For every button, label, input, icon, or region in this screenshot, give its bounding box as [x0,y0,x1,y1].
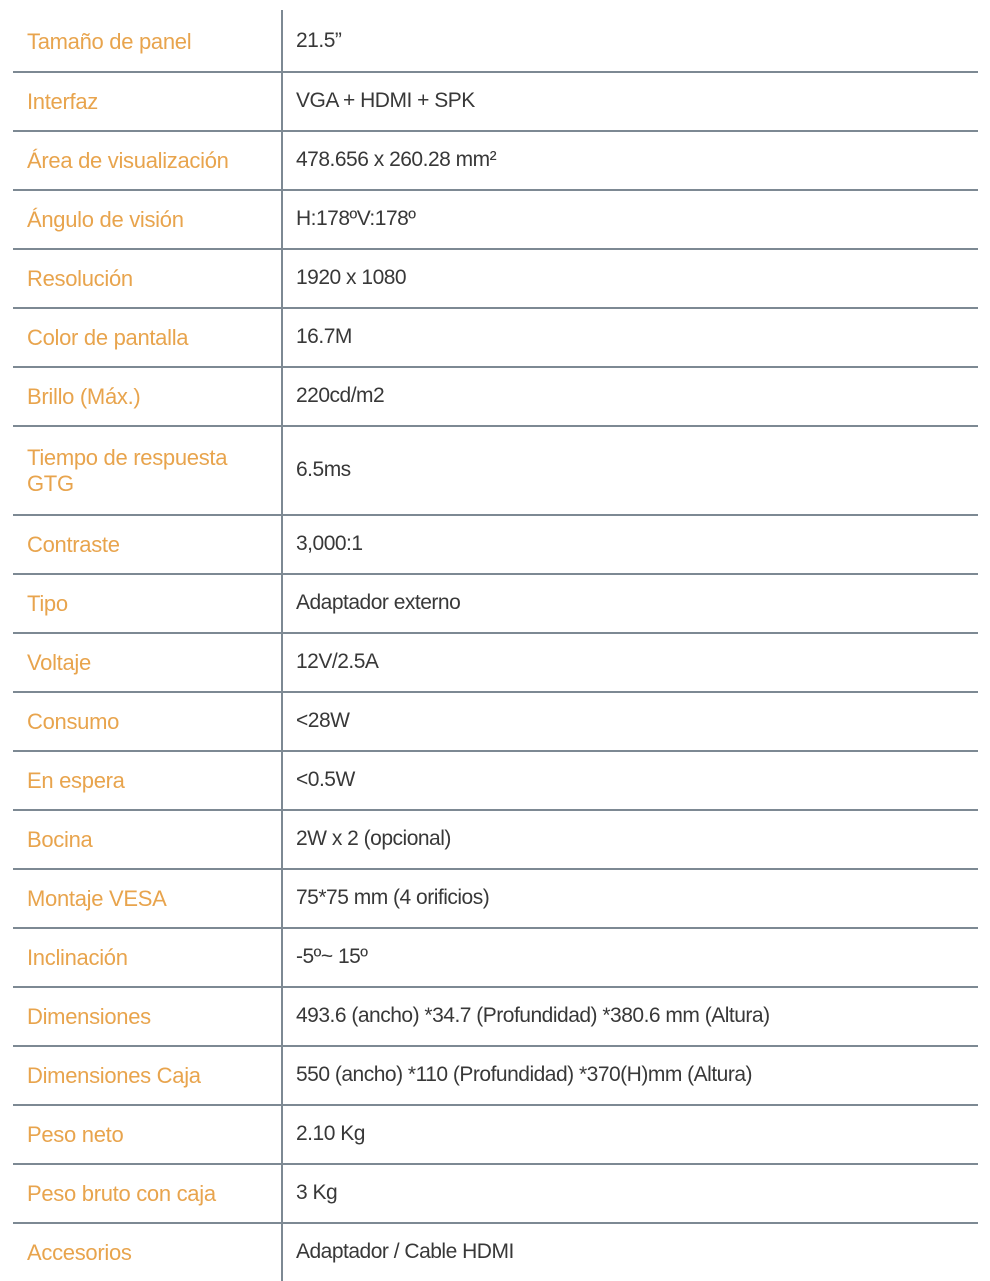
spec-row [13,986,978,1045]
spec-row [13,632,978,691]
spec-label: Consumo [27,708,120,734]
spec-value: Adaptador / Cable HDMI [296,1240,514,1264]
spec-value: H:178ºV:178º [296,207,416,231]
spec-row [13,307,978,366]
spec-row [13,809,978,868]
spec-row [13,1104,978,1163]
spec-row [13,248,978,307]
spec-label: Interfaz [27,88,98,114]
spec-value: 75*75 mm (4 orificios) [296,886,490,910]
spec-label: Dimensiones [27,1003,151,1029]
spec-value: 220cd/m2 [296,384,385,408]
spec-label: Dimensiones Caja [27,1062,201,1088]
spec-value: 16.7M [296,325,352,349]
spec-rows [13,12,978,1281]
spec-label: Área de visualización [27,147,229,173]
spec-value: <28W [296,709,350,733]
spec-value: 1920 x 1080 [296,266,407,290]
spec-row [13,868,978,927]
spec-row [13,514,978,573]
spec-value: 3 Kg [296,1181,338,1205]
spec-value: Adaptador externo [296,591,461,615]
spec-value: 493.6 (ancho) *34.7 (Profundidad) *380.6 mm (Altura) [296,1004,770,1028]
spec-row [13,71,978,130]
spec-row [13,691,978,750]
spec-row [13,573,978,632]
spec-label: Accesorios [27,1239,132,1265]
spec-row [13,130,978,189]
spec-label: Tiempo de respuesta GTG [27,444,228,496]
spec-label: En espera [27,767,125,793]
spec-value: 12V/2.5A [296,650,379,674]
spec-label: Color de pantalla [27,324,189,350]
spec-row [13,425,978,514]
spec-row [13,927,978,986]
spec-value: 6.5ms [296,458,351,482]
spec-value: 21.5” [296,29,342,53]
spec-value: 2.10 Kg [296,1122,365,1146]
spec-row [13,12,978,71]
spec-label: Peso bruto con caja [27,1180,216,1206]
spec-value: VGA + HDMI + SPK [296,89,475,113]
spec-value: <0.5W [296,768,355,792]
spec-label: Tamaño de panel [27,28,192,54]
spec-value: -5º~ 15º [296,945,368,969]
spec-label: Resolución [27,265,133,291]
spec-label: Inclinación [27,944,128,970]
spec-value: 478.656 x 260.28 mm² [296,148,497,172]
spec-label: Tipo [27,590,68,616]
spec-row [13,750,978,809]
spec-value: 550 (ancho) *110 (Profundidad) *370(H)mm (Altura) [296,1063,752,1087]
spec-row [13,366,978,425]
spec-row [13,189,978,248]
spec-label: Bocina [27,826,93,852]
spec-label: Ángulo de visión [27,206,184,232]
spec-row [13,1163,978,1222]
spec-row [13,1222,978,1281]
spec-row [13,1045,978,1104]
spec-label: Montaje VESA [27,885,167,911]
spec-label: Brillo (Máx.) [27,383,141,409]
spec-value: 3,000:1 [296,532,363,556]
spec-label: Voltaje [27,649,91,675]
spec-label: Peso neto [27,1121,124,1147]
spec-label: Contraste [27,531,120,557]
spec-value: 2W x 2 (opcional) [296,827,451,851]
